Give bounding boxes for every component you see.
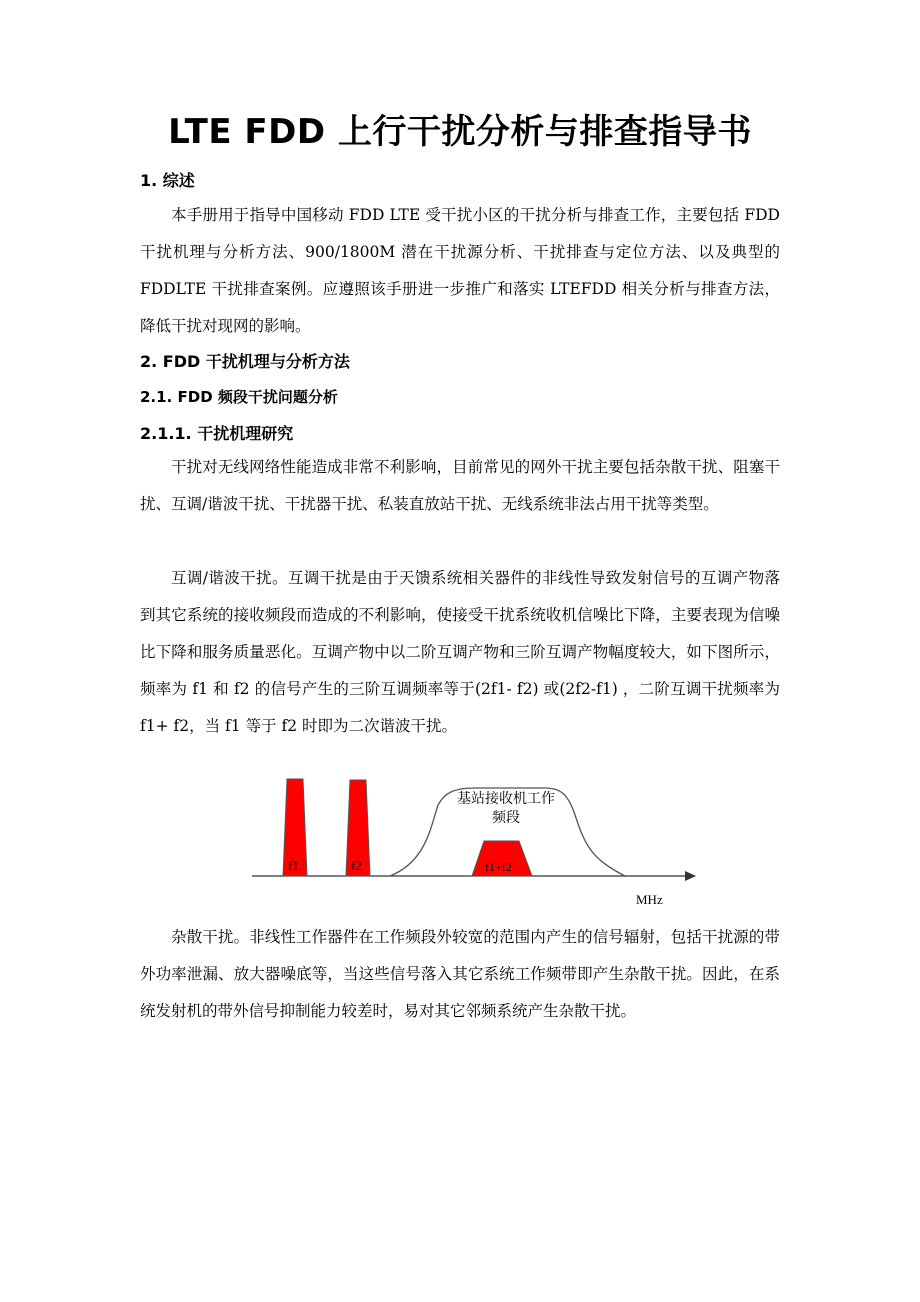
intermodulation-paragraph: 互调/谐波干扰。互调干扰是由于天馈系统相关器件的非线性导致发射信号的互调产物落到其它系统的接收频段而造成的不利影响，使接受干扰系统收机信噪比下降，主要表现为信噪比下降和服务质量恶化。互调产物中以二阶互调产物和三阶互调产物幅度较大，如下图所示，频率为 f1 和 f2 的信号产生的三阶互调频率等于(2f1- f2) 或(2f2-f1) ，二阶互调干扰频率为 f1+ f2，当 f1 等于 f2 时即为二次谐波干扰。 [140,569,780,735]
document-title: LTE FDD 上行干扰分析与排查指导书 [168,112,752,152]
f2-label: f2 [351,858,362,873]
axis-unit-label: MHz [636,892,663,907]
f1-label: f1 [288,858,299,873]
intermodulation-diagram [240,770,710,910]
section-2-heading: 2. FDD 干扰机理与分析方法 [140,352,350,371]
interference-types-paragraph: 干扰对无线网络性能造成非常不利影响，目前常见的网外干扰主要包括杂散干扰、阻塞干扰、互调/谐波干扰、干扰器干扰、私装直放站干扰、无线系统非法占用干扰等类型。 [140,458,780,513]
section-2-1-1-heading: 2.1.1. 干扰机理研究 [140,424,294,443]
sum-label: f1+f2 [485,860,512,874]
section-1-paragraph: 本手册用于指导中国移动 FDD LTE 受干扰小区的干扰分析与排查工作，主要包括 FDD 干扰机理与分析方法、900/1800M 潜在干扰源分析、干扰排查与定位方法、以及典型的 FDDLTE 干扰排查案例。应遵照该手册进一步推广和落实 LTEFDD 相关分析与排查方法，降低干扰对现网的影响。 [140,206,780,335]
spurious-paragraph: 杂散干扰。非线性工作器件在工作频段外较宽的范围内产生的信号辐射，包括干扰源的带外功率泄漏、放大器噪底等，当这些信号落入其它系统工作频带即产生杂散干扰。因此，在系统发射机的带外信号抑制能力较差时，易对其它邻频系统产生杂散干扰。 [140,928,780,1020]
axis-arrow [685,871,696,881]
band-label-line1: 基站接收机工作 [457,791,555,807]
section-1-heading: 1. 综述 [140,171,195,190]
band-label-line2: 频段 [492,810,520,826]
section-2-1-heading: 2.1. FDD 频段干扰问题分析 [140,388,338,406]
